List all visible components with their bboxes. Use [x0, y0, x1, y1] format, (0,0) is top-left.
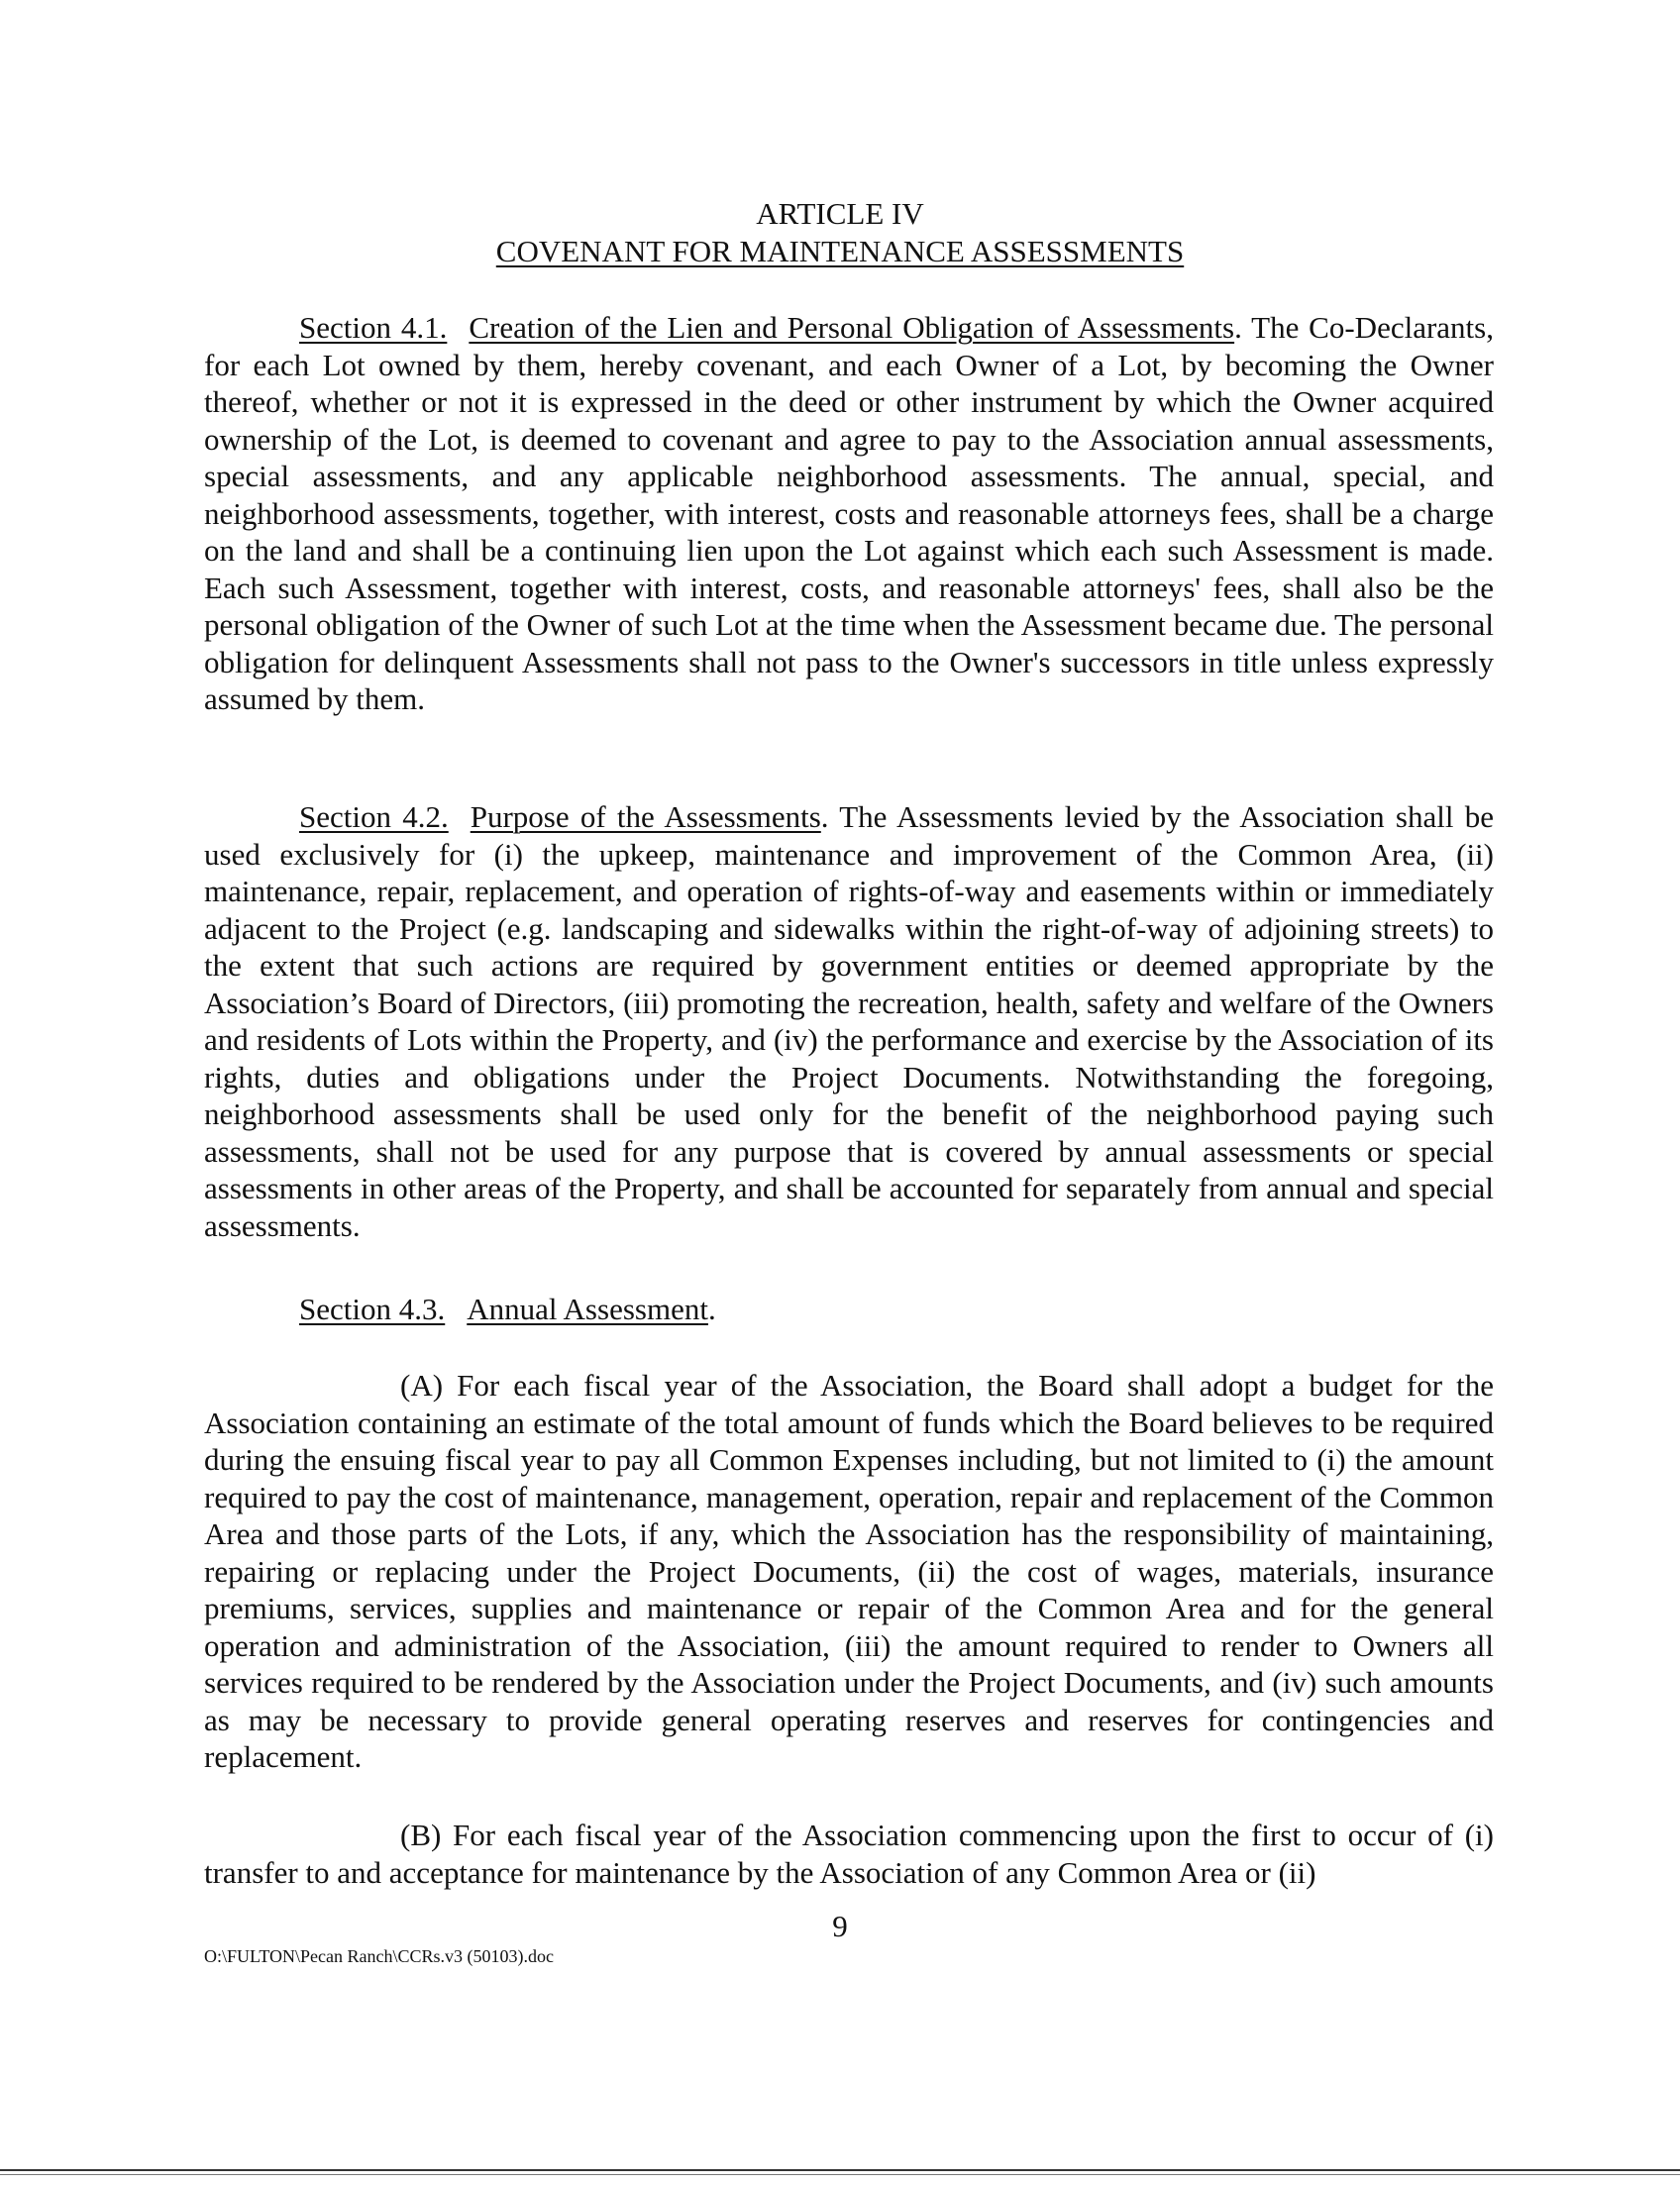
section-4-3-trail: . — [707, 1292, 716, 1326]
page-number: 9 — [832, 1909, 848, 1943]
section-4-3-title: Annual Assessment — [467, 1292, 708, 1326]
section-4-2-body: . The Assessments levied by the Association shall be used exclusively for (i) the upkeep, maintenance and improvement of the Common Area, (ii) maintenance, repair, replacement, and operation of rights-of-way and easements within or immediately adjacent to the Project (e.g. landscaping and sidewalks within the right-of-way of adjoining streets) to the extent that such actions are required by government entities or deemed appropriate by the Association’s Board of Directors, (iii) promoting the recreation, health, safety and welfare of the Owners and residents of Lots within the Property, and (iv) the performance and exercise by the Association of its rights, duties and obligations under the Project Documents. Notwithstanding the foregoing, neighborhood assessments shall be used only for the benefit of the neighborhood paying such assessments, shall not be used for any purpose that is covered by annual assessments or special assessments in other areas of the Property, and shall be accounted for separately from annual and special assessments. — [204, 799, 1494, 1243]
scan-edge-line — [0, 2169, 1680, 2171]
section-4-3-paragraph-a — [204, 1367, 1494, 1776]
article-subtitle: COVENANT FOR MAINTENANCE ASSESSMENTS — [495, 234, 1185, 268]
article-title: ARTICLE IV — [756, 196, 924, 231]
section-4-3-heading — [204, 1291, 1494, 1328]
section-4-1-body: . The Co-Declarants, for each Lot owned by them, hereby covenant, and each Owner of a Lot, by becoming the Owner thereof, whether or not it is expressed in the deed or other instrument by which the Owner acquired ownership of the Lot, is deemed to covenant and agree to pay to the Association annual assessments, special assessments, and any applicable neighborhood assessments. The annual, special, and neighborhood assessments, together, with interest, costs and reasonable attorneys fees, shall be a charge on the land and shall be a continuing lien upon the Lot against which each such Assessment is made. Each such Assessment, together with interest, costs, and reasonable attorneys' fees, shall also be the personal obligation of the Owner of such Lot at the time when the Assessment became due. The personal obligation for delinquent Assessments shall not pass to the Owner's successors in title unless expressly assumed by them. — [204, 310, 1494, 716]
section-4-3-paragraph-b — [204, 1817, 1494, 1891]
section-4-2-title: Purpose of the Assessments — [470, 799, 821, 834]
section-4-3-number: Section 4.3. — [299, 1292, 446, 1326]
section-4-1-title: Creation of the Lien and Personal Obligation of Assessments — [469, 310, 1235, 345]
scan-edge-line-secondary — [0, 2174, 1680, 2175]
paragraph-a-text: (A) For each fiscal year of the Association, the Board shall adopt a budget for the Association containing an estimate of the total amount of funds which the Board believes to be required during the ensuing fiscal year to pay all Common Expenses including, but not limited to (i) the amount required to pay the cost of maintenance, management, operation, repair and replacement of the Common Area and those parts of the Lots, if any, which the Association has the responsibility of maintaining, repairing or replacing under the Project Documents, (ii) the cost of wages, materials, insurance premiums, services, supplies and maintenance or repair of the Common Area and for the general operation and administration of the Association, (iii) the amount required to render to Owners all services required to be rendered by the Association under the Project Documents, and (iv) such amounts as may be necessary to provide general operating reserves and reserves for contingencies and replacement. — [204, 1368, 1494, 1774]
section-4-1-number: Section 4.1. — [299, 310, 448, 345]
paragraph-b-text: (B) For each fiscal year of the Association commencing upon the first to occur of (i) transfer to and acceptance for maintenance by the Association of any Common Area or (ii) — [204, 1818, 1494, 1890]
section-4-1-paragraph — [204, 309, 1494, 718]
section-4-2-number: Section 4.2. — [299, 799, 449, 834]
section-4-2-paragraph — [204, 798, 1494, 1244]
file-path-footer: O:\FULTON\Pecan Ranch\CCRs.v3 (50103).doc — [204, 1946, 554, 1966]
